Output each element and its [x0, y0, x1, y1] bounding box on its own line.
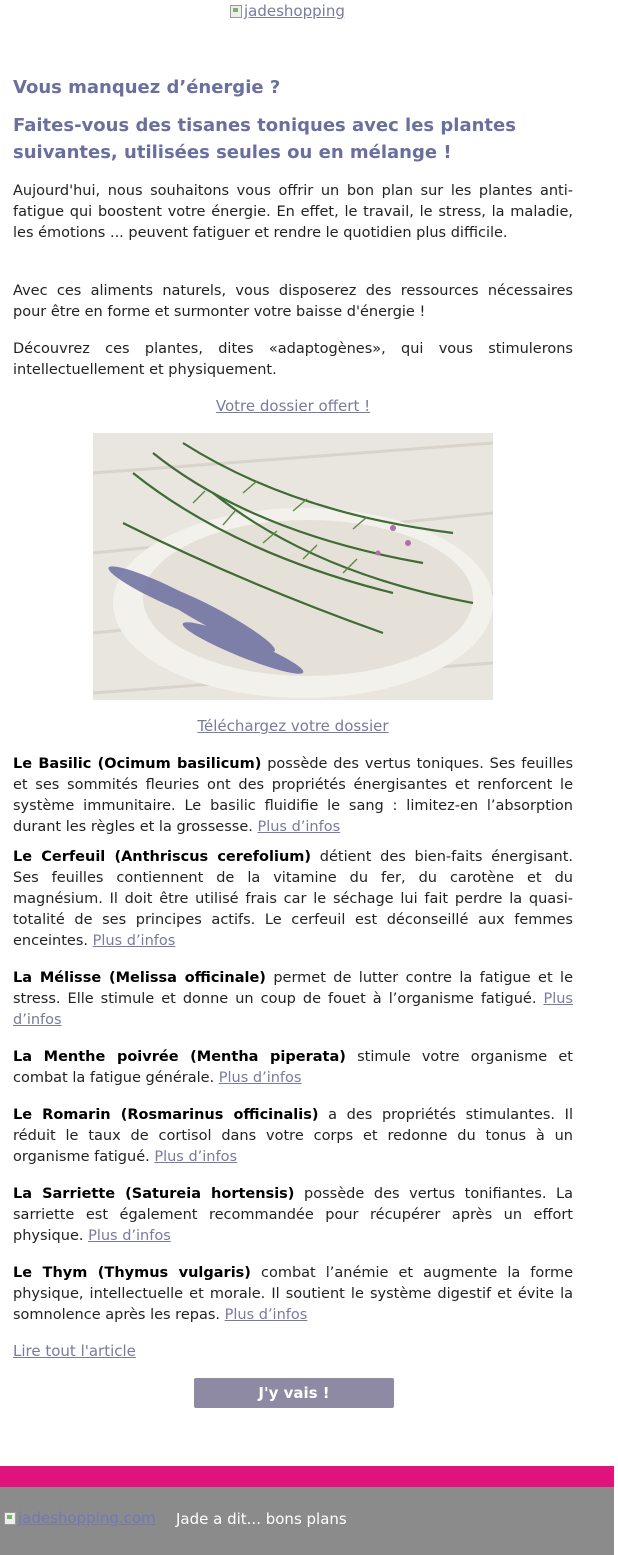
more-info-link[interactable]: Plus d’infos	[88, 1228, 171, 1244]
intro-paragraph-2: Avec ces aliments naturels, vous disposerez des ressources nécessaires pour être en forme et surmonter votre baisse d'énergie !	[13, 283, 573, 320]
plant-name: La Mélisse (Melissa officinale)	[13, 970, 266, 986]
more-info-link[interactable]: Plus d’infos	[224, 1307, 308, 1323]
plant-item-basilic	[13, 754, 573, 838]
plant-item-thym	[13, 1263, 573, 1326]
plant-name: Le Thym (Thymus vulgaris)	[13, 1265, 251, 1281]
plant-name: Le Basilic (Ocimum basilicum)	[13, 756, 262, 772]
plant-item-melisse	[13, 968, 573, 1031]
header-logo-alt: jadeshopping	[244, 2, 345, 20]
herbs-illustration	[93, 433, 493, 700]
footer	[0, 1487, 614, 1555]
intro-paragraph-3: Découvrez ces plantes, dites «adaptogènes», qui vous stimulerons intellectuellement et physiquement.	[13, 341, 573, 378]
plant-description: stimule votre organisme et combat la fatigue générale.	[13, 1049, 573, 1086]
more-info-link[interactable]: Plus d’infos	[257, 819, 341, 835]
offer-link[interactable]: Votre dossier offert !	[215, 397, 371, 415]
plant-name: Le Romarin (Rosmarinus officinalis)	[13, 1107, 319, 1123]
broken-image-icon	[4, 1512, 16, 1525]
footer-tagline: Jade a dit... bons plans	[176, 1510, 347, 1528]
footer-logo-alt: jadeshopping.com	[18, 1509, 156, 1527]
header-logo[interactable]	[230, 2, 345, 20]
read-full-article-link[interactable]: Lire tout l'article	[13, 1342, 136, 1360]
page-subtitle: Faites-vous des tisanes toniques avec les plantes suivantes, utilisées seules ou en mélange !	[13, 115, 516, 163]
more-info-link[interactable]: Plus d’infos	[13, 991, 573, 1028]
footer-accent-band	[0, 1466, 614, 1487]
broken-image-icon	[230, 5, 242, 18]
download-link[interactable]: Téléchargez votre dossier	[197, 717, 389, 735]
plant-description: permet de lutter contre la fatigue et le stress. Elle stimule et donne un coup de fouet à l’organisme fatigué.	[13, 970, 573, 1007]
footer-logo[interactable]	[4, 1509, 156, 1527]
plant-description: possède des vertus tonifiantes. La sarriette est également recommandée pour récupérer après un effort physique.	[13, 1186, 573, 1244]
page-title: Vous manquez d’énergie ?	[13, 77, 281, 98]
plant-name: La Menthe poivrée (Mentha piperata)	[13, 1049, 346, 1065]
plant-name: Le Cerfeuil (Anthriscus cerefolium)	[13, 849, 312, 865]
plant-name: La Sarriette (Satureia hortensis)	[13, 1186, 295, 1202]
plant-description: a des propriétés stimulantes. Il réduit le taux de cortisol dans votre corps et redonne du tonus à un organisme fatigué.	[13, 1107, 573, 1165]
more-info-link[interactable]: Plus d’infos	[218, 1070, 302, 1086]
herbs-photo[interactable]	[93, 433, 493, 700]
plant-item-sarriette	[13, 1184, 573, 1247]
plant-item-menthe	[13, 1047, 573, 1089]
more-info-link[interactable]: Plus d’infos	[92, 933, 176, 949]
plant-item-romarin	[13, 1105, 573, 1168]
more-info-link[interactable]: Plus d’infos	[154, 1149, 238, 1165]
plant-description: combat l’anémie et augmente la forme physique, intellectuelle et morale. Il soutient le système digestif et évite la somnolence après les repas.	[13, 1265, 573, 1323]
plant-description: possède des vertus toniques. Ses feuilles et ses sommités fleuries ont des propriétés énergisantes et renforcent le système immunitaire. Le basilic fluidifie le sang : limitez-en l’absorption durant les règles et la grossesse.	[13, 756, 573, 835]
cta-button[interactable]: J'y vais !	[194, 1378, 394, 1408]
plant-description: détient des bien-faits énergisant. Ses feuilles contiennent de la vitamine du fer, du carotène et du magnésium. Il doit être utilisé frais car le séchage lui fait perdre la quasi-totalité de ses principes actifs. Le cerfeuil est déconseillé aux femmes enceintes.	[13, 849, 573, 949]
plant-item-cerfeuil	[13, 847, 573, 952]
intro-paragraph-1: Aujourd'hui, nous souhaitons vous offrir un bon plan sur les plantes anti-fatigue qui boostent votre énergie. En effet, le travail, le stress, la maladie, les émotions ... peuvent fatiguer et rendre le quotidien plus difficile.	[13, 183, 573, 241]
